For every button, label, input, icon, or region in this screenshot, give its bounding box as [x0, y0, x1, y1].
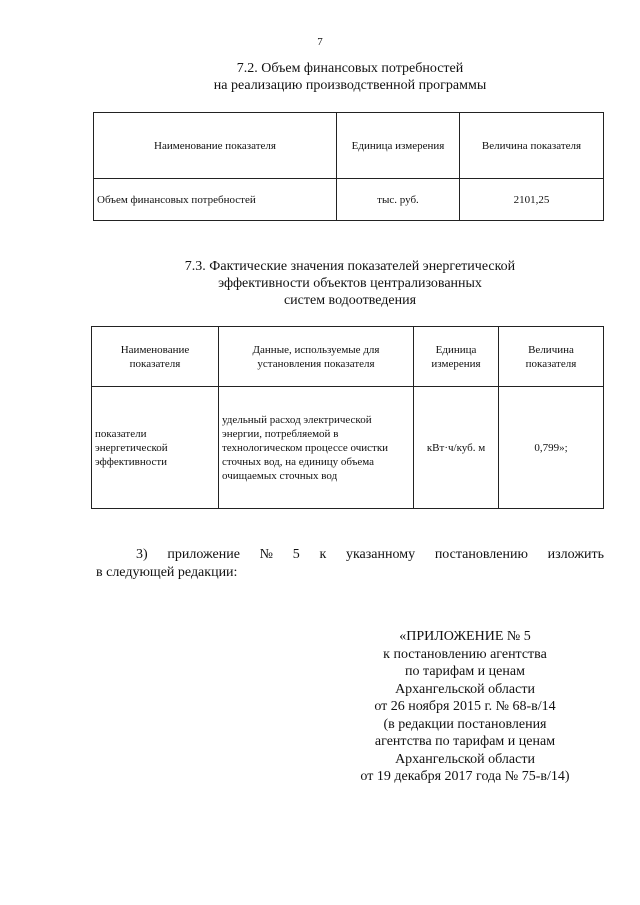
section-7-3-title: [130, 258, 570, 309]
table-header-row: [92, 327, 604, 387]
paragraph-word: постановлению: [434, 547, 528, 562]
appendix-line: к постановлению агентства: [383, 646, 547, 662]
header-cell: Величина показателя: [460, 113, 604, 179]
section-7-2-title-line: на реализацию производственной программы: [213, 78, 487, 93]
paragraph-line: в следующей редакции:: [96, 565, 238, 580]
appendix-line: агентства по тарифам и ценам: [374, 734, 556, 749]
section-7-2-title-line: 7.2. Объем финансовых потребностей: [236, 61, 464, 76]
header-cell: Данные, используемые для установления показателя: [219, 327, 414, 387]
paragraph-word: изложить: [547, 547, 604, 562]
energy-efficiency-table: [91, 326, 604, 509]
header-cell: Наименование показателя: [92, 327, 219, 387]
paragraph-word: указанному: [345, 547, 416, 562]
header-cell: Величина показателя: [499, 327, 604, 387]
paragraph-word: 3): [136, 547, 148, 562]
paragraph-word: 5: [292, 547, 300, 562]
appendix-line: от 19 декабря 2017 года № 75-в/14): [360, 769, 570, 784]
table-cell: показатели энергетической эффективности: [92, 387, 219, 509]
table-row: [92, 387, 604, 509]
appendix-line: по тарифам и ценам: [405, 664, 525, 679]
paragraph-word: к: [319, 547, 327, 562]
table-header-row: [94, 113, 604, 179]
table-cell: кВт·ч/куб. м: [414, 387, 499, 509]
paragraph-word: приложение: [167, 547, 240, 562]
section-7-3-title-line: 7.3. Фактические значения показателей энергетической: [184, 259, 516, 274]
section-7-3-title-line: систем водоотведения: [283, 293, 417, 308]
header-cell: Единица измерения: [414, 327, 499, 387]
appendix-line: Архангельской области: [395, 751, 535, 767]
paragraph-line: [96, 546, 604, 564]
appendix-line: от 26 ноября 2015 г. № 68-в/14: [374, 699, 556, 714]
page-number: 7: [317, 36, 323, 48]
table-cell: 2101,25: [460, 179, 604, 221]
table-cell: 0,799»;: [499, 387, 604, 509]
financial-needs-table: [93, 112, 604, 221]
table-cell: Объем финансовых потребностей: [94, 179, 337, 221]
section-7-2-title: [150, 60, 550, 94]
table-row: [94, 179, 604, 221]
section-7-3-title-line: эффективности объектов централизованных: [218, 276, 482, 291]
table-cell: удельный расход электрической энергии, потребляемой в технологическом процессе очистки сточных вод, на единицу объема очищаемых сточных вод: [219, 387, 414, 509]
body-paragraph: [96, 546, 604, 582]
appendix-line: (в редакции постановления: [383, 716, 547, 732]
appendix-header: [330, 628, 600, 786]
appendix-line: Архангельской области: [395, 681, 535, 697]
header-cell: Наименование показателя: [94, 113, 337, 179]
header-cell: Единица измерения: [337, 113, 460, 179]
table-cell: тыс. руб.: [337, 179, 460, 221]
paragraph-word: №: [259, 547, 273, 562]
appendix-line: «ПРИЛОЖЕНИЕ № 5: [399, 629, 531, 644]
